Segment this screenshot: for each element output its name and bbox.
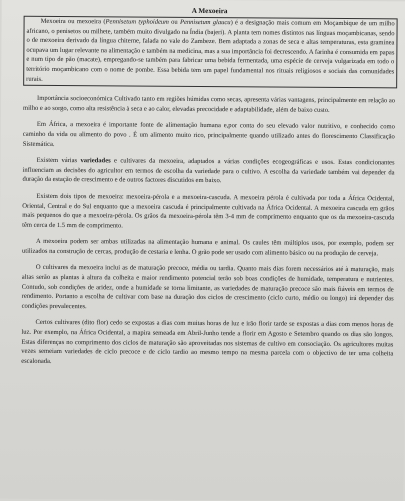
varieties-before: Existem várias bbox=[36, 156, 81, 165]
scientific-name-2: Pennisetum glaucu bbox=[179, 18, 231, 27]
intro-box bbox=[23, 16, 397, 89]
paragraph-maturation: O cultivares da mexoeira inclui as de maturação precoce, média ou tardia. Quanto mais dias forem necessários até à maturação, mais altas serão as plantas à altura da colheita e maior rendimento potencial terão sob boas condições de humidade, temperatura e nutrientes. Contudo, sob condições de aridez, onde a humidade se torna limitante, as variedades de maturação precoce são mais fiáveis em termos de rendimento. Portanto a escolha de cultivar com base na duração dos ciclos de crescimento (ciclo curto, médio ou longo) irá depender das condições prevalecentes. bbox=[21, 264, 394, 311]
paragraph-varieties bbox=[22, 156, 394, 187]
paragraph-photoperiod: Certos cultivares (dito flor) cedo se expostas a dias com muitas horas de luz e irão florir tarde se expostas a dias com menos horas de luz. Por exemplo, na África Ocidental, a mapira semeada em Abril-Junho tende a florir em Agosto e Setembro quando os dias são longos. Estas diferenças no comprimento dos ciclos de maturação são aproveitadas nos sistemas de cultivo em consociação. Os agricultores muitas vezes semeiam variedades de ciclo precoce e de ciclo tardio ao mesmo tempo na mesma parcela com o objectivo de ter uma colheita escalonada. bbox=[21, 319, 394, 365]
scientific-name-1: Pennisetum typhoideum bbox=[105, 18, 169, 26]
intro-or-text: ou bbox=[168, 18, 180, 26]
paragraph-africa: Em África, a mexoeira é importante fonte de alimentação humana e,por conta do seu elevado valor nutritivo, e conhecido como caminho da vida ou alimento do povo . É um alimento muito rico, principalmente quando utilizado antes do florescimento Classificação Sistemática. bbox=[22, 121, 395, 148]
paragraph-uses: A mexoeira podem ser ambas utilizadas na alimentação humana e animal. Os caules têm múltiplos usos, por exemplo, podem ser utilizados na construção de cercas, produção de cestaria e lenha. O grão pode ser usado com alimento básico ou na produção de cerveja. bbox=[21, 238, 395, 258]
document-title: A Mexoeira bbox=[191, 6, 228, 16]
paragraph-types: Existem dois tipos de mexoeira: mexoeira-pérola e a mexoeira-cascuda. A mexoeira pérola é cultivada por toda a África Ocidental, Oriental, Central e do Sul enquanto que a mexoeira cascuda é principalmente cultivada na África Ocidental. A mexoeira cascuda em grãos mais pequenos do que a mexoeira-pérola. Os grãos da mexoeira-pérola têm 3-4 mm de comprimento enquanto que os da mexoeira-cascuda têm cerca de 1.5 mm de comprimento. bbox=[22, 192, 395, 230]
paragraph-importance: Importância socioeconómica Cultivado tanto em regiões húmidas como secas, apresenta várias vantagens, principalmente em relação ao milho e ao sorgo, como alta resistência à seca e ao calor, elevadas precocidade e adaptabilidade, além de baixo custo. bbox=[22, 94, 396, 114]
intro-paragraph bbox=[26, 17, 394, 87]
intro-start-text: Mexoeira ou mexoeira ( bbox=[40, 17, 106, 26]
document-body bbox=[21, 5, 396, 369]
intro-rest-text: ) é a designação mais comum em Moçambique de um milho africano, o penisetos ou milhete, também muito divulgado na Índia (bajeri). A planta tem nomes distintos nas línguas moçambicanas, sendo o de mexoeira derivado da língua chiterne, falada no vale do Zambeze. Bem adaptada a zonas de seca e altas temperaturas, esta gramínea ocupava um lugar relevante na alimentação e também na medicina, mas a sua importância foi decrescendo. A farinha é consumida em papas e num tipo de pão (macate), empregando-se também para fabricar uma bebida fermentada, uma espécie de cerveja vulgarizada em todo o território moçambicano com o nome de pombe. Essa bebida tem um papel fundamental nos rituais religiosos e sociais das comunidades rurais. bbox=[26, 19, 395, 83]
varieties-after: e cultivares da mexoeira, adaptados a várias condições ecogeográficas e usos. Estas condicionantes influenciam as decisões do agricultor em termos de escolha da variedade para o cultivo. A escolha da variedade também vai depender da duração da estação de crescimento e de outros factores discutidos em baixo. bbox=[22, 157, 395, 185]
varieties-bold: variedades bbox=[80, 157, 111, 165]
